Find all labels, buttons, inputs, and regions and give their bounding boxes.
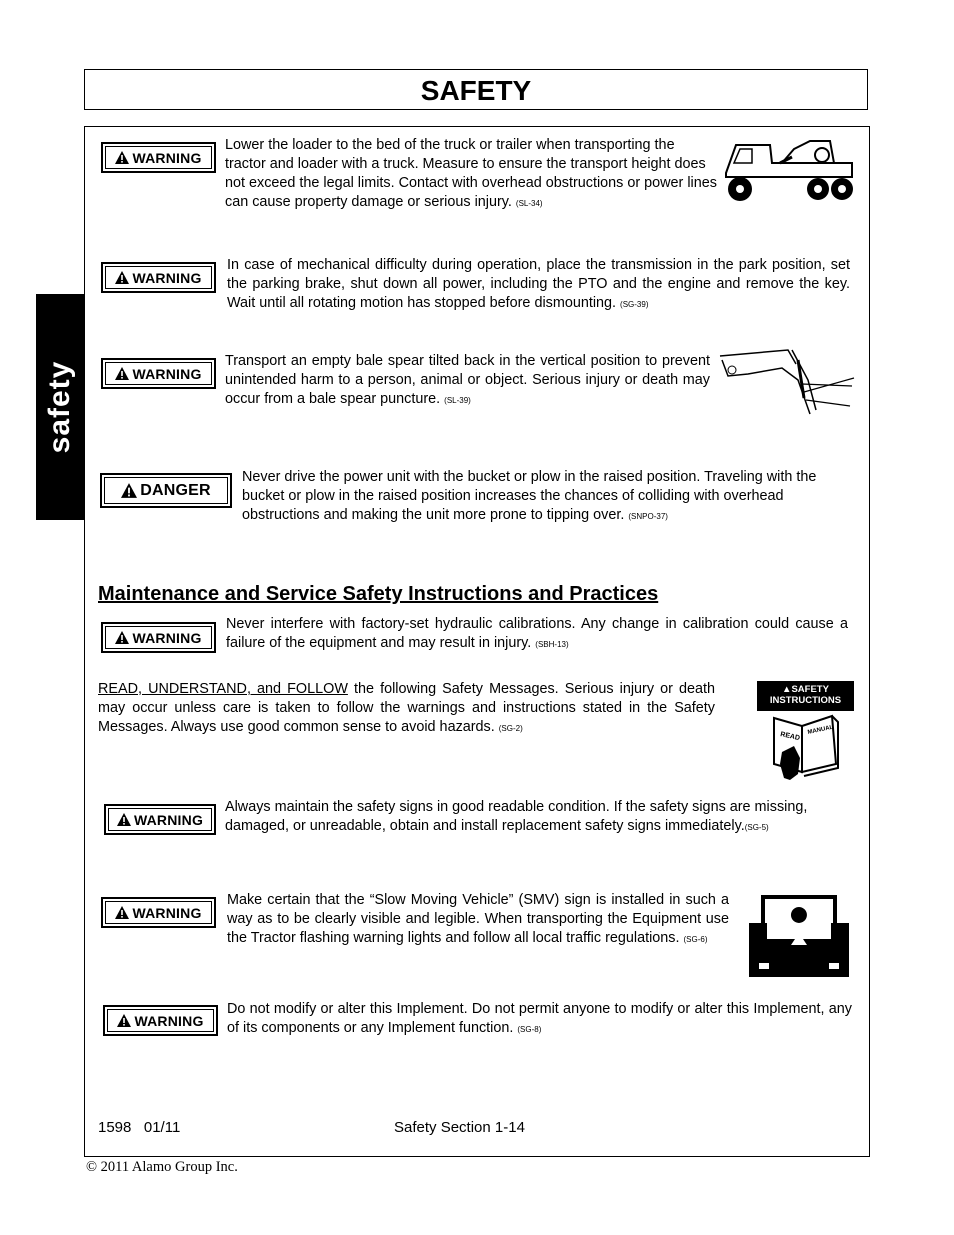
message-text: Transport an empty bale spear tilted back in the vertical position to prevent unintended harm to a person, animal or object. Serious injury or death may occur from a bale spear puncture.: [225, 353, 710, 407]
warning-text: WARNING: [133, 811, 204, 828]
safety-message: [227, 891, 729, 949]
book-left-label: READ: [779, 731, 801, 743]
safety-message: [225, 352, 710, 410]
badge-line-2: INSTRUCTIONS: [769, 695, 842, 706]
page-number: Safety Section 1-14: [394, 1119, 525, 1136]
danger-label: [100, 473, 232, 508]
alert-triangle-icon: [115, 631, 129, 644]
message-text: Never drive the power unit with the bucket or plow in the raised position. Traveling with the bucket or plow in the raised position increases the chances of colliding with overhead obstructions and making the unit more prone to tipping over.: [242, 469, 817, 523]
warning-text: WARNING: [132, 904, 202, 921]
safety-instructions-badge: [757, 681, 854, 711]
warning-label: [101, 358, 216, 389]
page-title: SAFETY: [84, 69, 868, 110]
safety-message: [226, 615, 848, 654]
side-tab-label: safety: [43, 360, 76, 454]
message-text: Lower the loader to the bed of the truck or trailer when transporting the tractor and loader with a truck. Measure to ensure the transport height does not exceed the legal limits. Contact with overhead obstructions or power lines can cause property damage or serious injury.: [225, 137, 717, 210]
message-code: (SL-39): [444, 396, 471, 405]
alert-triangle-icon: [115, 367, 129, 380]
message-text: Always maintain the safety signs in good readable condition. If the safety signs are missing, damaged, or unreadable, obtain and install replacement safety signs immediately.: [225, 799, 808, 834]
alert-triangle-icon: ▲: [782, 684, 792, 695]
truck-loader-illustration: [722, 137, 854, 203]
read-understand-message: [98, 680, 715, 738]
doc-number: 1598 01/11: [98, 1119, 181, 1136]
alert-triangle-icon: [117, 813, 131, 826]
read-manual-icon: [768, 712, 840, 782]
safety-message: [225, 136, 717, 213]
warning-text: WARNING: [134, 1012, 204, 1029]
warning-text: WARNING: [132, 629, 202, 646]
warning-label: [101, 622, 216, 653]
book-right-label: MANUAL: [807, 724, 834, 736]
message-code: (SG-8): [517, 1025, 542, 1034]
message-text: Make certain that the “Slow Moving Vehicle” (SMV) sign is installed in such a way as to be clearly visible and legible. When transporting the Equipment use the Tractor flashing warning lights and follow all local traffic regulations.: [227, 892, 729, 946]
warning-label: [101, 897, 216, 928]
warning-label: [104, 804, 216, 835]
alert-triangle-icon: [121, 483, 137, 498]
alert-triangle-icon: [115, 906, 129, 919]
side-tab: [36, 294, 84, 520]
message-code: (SG-2): [498, 724, 523, 733]
alert-triangle-icon: [115, 271, 129, 284]
warning-label: [101, 142, 216, 173]
warning-text: WARNING: [132, 269, 202, 286]
section-heading: Maintenance and Service Safety Instructions and Practices: [98, 583, 659, 605]
safety-message: [225, 798, 855, 837]
bale-spear-illustration: [718, 340, 856, 418]
warning-text: WARNING: [132, 149, 202, 166]
warning-label: [101, 262, 216, 293]
safety-message: [227, 256, 850, 314]
alert-triangle-icon: [115, 151, 129, 164]
smv-sign-illustration: [747, 893, 851, 979]
warning-text: WARNING: [132, 365, 202, 382]
message-code: (SG-5): [744, 823, 769, 832]
message-code: (SL-34): [515, 199, 543, 208]
safety-message: [242, 468, 852, 526]
copyright: © 2011 Alamo Group Inc.: [86, 1159, 238, 1175]
message-text: Do not modify or alter this Implement. Do not permit anyone to modify or alter this Implement, any of its components or any Implement function.: [227, 1001, 852, 1036]
badge-line-1: ▲SAFETY: [782, 684, 829, 695]
safety-message: [227, 1000, 852, 1039]
message-text: In case of mechanical difficulty during operation, place the transmission in the park position, set the parking brake, shut down all power, including the PTO and the engine and remove the key. Wait until all rotating motion has stopped before dismounting.: [227, 257, 850, 311]
read-lead: READ, UNDERSTAND, and FOLLOW: [98, 681, 348, 697]
alert-triangle-icon: [117, 1014, 131, 1027]
message-code: (SG-39): [620, 300, 649, 309]
message-code: (SG-6): [683, 935, 708, 944]
warning-label: [103, 1005, 218, 1036]
danger-text: DANGER: [140, 481, 211, 499]
message-code: (SBH-13): [535, 640, 569, 649]
message-text: the following Safety Messages. Serious injury or death may occur unless care is taken to follow the warnings and instructions stated in the Safety Messages. Always use good common sense to avoid hazards.: [98, 681, 716, 735]
message-code: (SNPO-37): [628, 512, 668, 521]
message-text: Never interfere with factory-set hydraulic calibrations. Any change in calibration could cause a failure of the equipment and may result in injury.: [226, 616, 848, 651]
